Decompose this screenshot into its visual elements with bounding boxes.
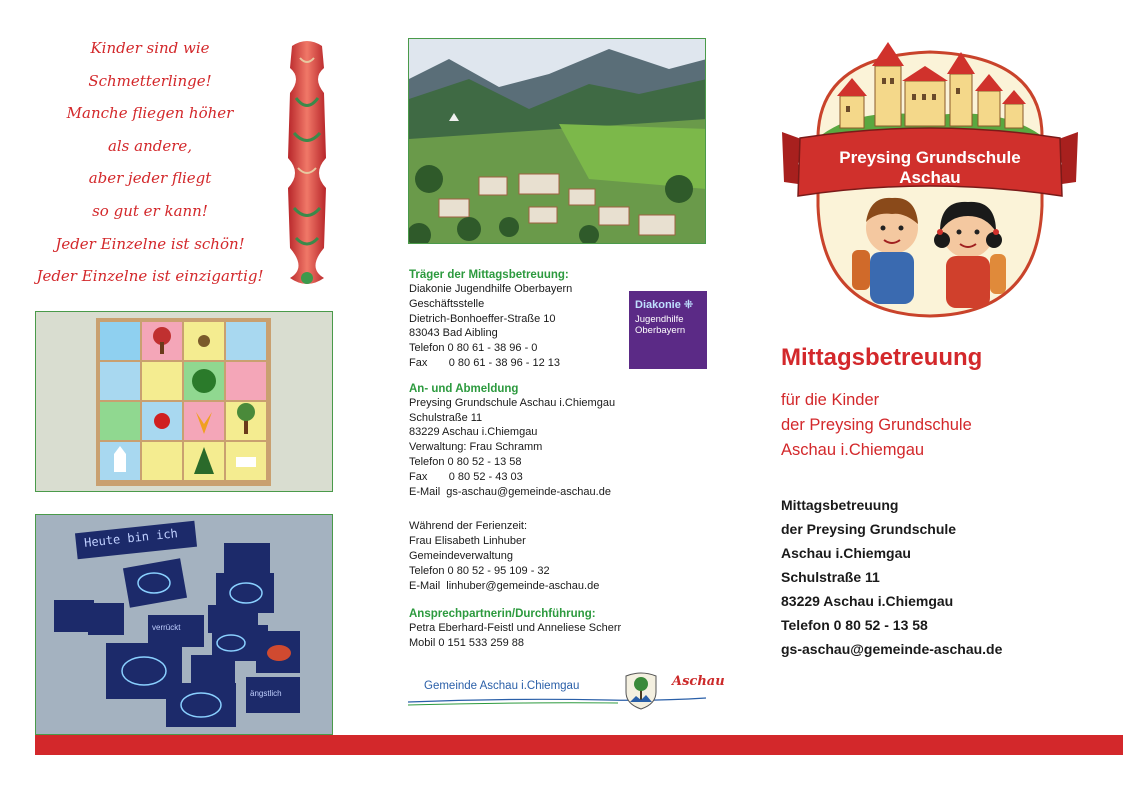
butterfly-sculpture-image	[282, 38, 332, 288]
ferien-email[interactable]: E-Mail linhuber@gemeinde-aschau.de	[409, 579, 600, 592]
bottom-red-bar	[35, 735, 1123, 755]
crest-banner-line1: Preysing Grundschule	[839, 148, 1021, 167]
poem-line: Manche fliegen höher	[66, 104, 234, 123]
gemeinde-coat-of-arms-icon	[624, 670, 658, 710]
traeger-line: Diakonie Jugendhilfe Oberbayern	[409, 283, 573, 295]
ferien-line: Telefon 0 80 52 - 95 109 - 32	[409, 564, 550, 577]
diakonie-cross-icon: ⁜	[683, 299, 694, 311]
anmeldung-heading: An- und Abmeldung	[409, 382, 519, 395]
contact-phone: Telefon 0 80 52 - 13 58	[781, 617, 928, 633]
traeger-line: Dietrich-Bonhoeffer-Straße 10	[409, 312, 556, 325]
anmeldung-line: 83229 Aschau i.Chiemgau	[409, 426, 538, 439]
poem-line: so gut er kann!	[92, 201, 208, 220]
subtitle-line: der Preysing Grundschule	[781, 416, 972, 434]
anmeldung-line: Schulstraße 11	[409, 411, 483, 424]
ansprech-line: Petra Eberhard-Feistl und Anneliese Scherr	[409, 622, 622, 635]
diakonie-line2: Oberbayern	[635, 325, 686, 336]
anmeldung-email[interactable]: E-Mail gs-aschau@gemeinde-aschau.de	[409, 485, 611, 498]
ansprech-heading: Ansprechpartnerin/Durchführung:	[409, 608, 596, 621]
contact-line: der Preysing Grundschule	[781, 521, 957, 537]
crest-banner-line2: Aschau	[899, 168, 961, 187]
poem-line: als andere,	[107, 136, 193, 155]
gemeinde-logo	[408, 670, 725, 710]
ansprech-block	[409, 607, 709, 651]
subtitle-line: für die Kinder	[781, 391, 880, 409]
page-title: Mittagsbetreuung	[781, 344, 983, 371]
ansprech-line: Mobil 0 151 533 259 88	[409, 637, 524, 650]
diakonie-logo	[629, 291, 707, 369]
poem-line: Kinder sind wie	[90, 39, 210, 57]
contact-block	[781, 493, 1002, 661]
ferien-block	[409, 519, 709, 593]
school-crest-logo	[780, 36, 1080, 318]
traeger-line: 83043 Bad Aibling	[409, 327, 498, 340]
gemeinde-name: Gemeinde Aschau i.Chiemgau	[424, 680, 580, 692]
anmeldung-block	[409, 382, 709, 500]
ferien-line: Während der Ferienzeit:	[409, 520, 527, 533]
traeger-line: Geschäftsstelle	[409, 297, 485, 310]
contact-line: 83229 Aschau i.Chiemgau	[781, 593, 954, 609]
fish-card-verrueckt: verrückt	[152, 623, 181, 632]
fish-cards-photo	[35, 514, 333, 735]
traeger-line: Telefon 0 80 61 - 38 96 - 0	[409, 342, 538, 355]
subtitle-line: Aschau i.Chiemgau	[781, 441, 925, 459]
traeger-line: Fax 0 80 61 - 38 96 - 12 13	[409, 356, 561, 369]
contact-email[interactable]: gs-aschau@gemeinde-aschau.de	[781, 641, 1003, 657]
diakonie-brand: Diakonie	[635, 299, 681, 311]
fish-card-heute: Heute bin ich	[83, 526, 179, 550]
anmeldung-line: Verwaltung: Frau Schramm	[409, 441, 543, 454]
painted-tiles-photo	[35, 311, 333, 492]
poem-line: Schmetterlinge!	[88, 71, 212, 90]
subtitle	[781, 388, 972, 463]
contact-line: Schulstraße 11	[781, 569, 880, 585]
poem-line: aber jeder fliegt	[88, 169, 212, 188]
traeger-heading: Träger der Mittagsbetreuung:	[409, 269, 569, 281]
aschau-logo-text: Aschau	[672, 674, 725, 689]
anmeldung-line: Fax 0 80 52 - 43 03	[409, 470, 523, 483]
contact-line: Mittagsbetreuung	[781, 497, 899, 513]
ferien-line: Frau Elisabeth Linhuber	[409, 535, 526, 548]
poem-line: Jeder Einzelne ist schön!	[55, 234, 245, 253]
poem-line: Jeder Einzelne ist einzigartig!	[36, 267, 264, 286]
diakonie-line1: Jugendhilfe	[635, 314, 684, 325]
contact-line: Aschau i.Chiemgau	[781, 545, 911, 561]
anmeldung-line: Preysing Grundschule Aschau i.Chiemgau	[409, 396, 616, 409]
anmeldung-line: Telefon 0 80 52 - 13 58	[409, 455, 522, 468]
poem	[30, 32, 270, 293]
aschau-landscape-photo	[408, 38, 706, 244]
fish-card-aengstlich: ängstlich	[250, 689, 282, 698]
ferien-line: Gemeindeverwaltung	[409, 549, 513, 562]
